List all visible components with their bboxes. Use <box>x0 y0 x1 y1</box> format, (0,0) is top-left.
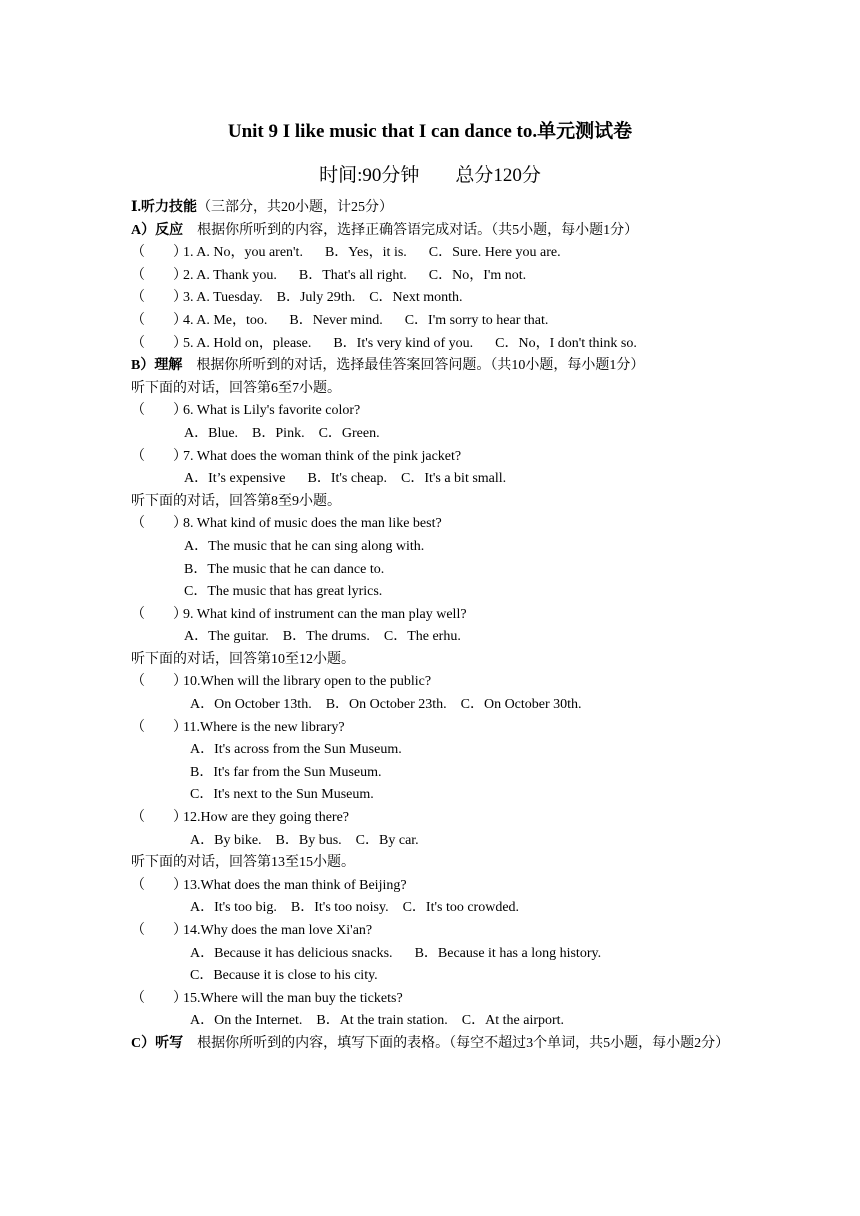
page-title: Unit 9 I like music that I can dance to.单元测试卷 <box>227 121 633 142</box>
option-8b: B．The music that he can dance to. <box>184 561 385 577</box>
options-14ab: A．Because it has delicious snacks. B．Because it has a long history. <box>190 945 602 961</box>
answer-blank[interactable]: （ ） <box>131 606 187 622</box>
answer-blank[interactable]: （ ） <box>131 923 187 938</box>
dialogue-intro: 听下面的对话，回答第8至9小题。 <box>131 493 341 509</box>
answer-blank[interactable]: （ ） <box>131 719 187 735</box>
question-10: （ ）10.When will the library open to the public? <box>131 671 741 694</box>
option-8a: A．The music that he can sing along with. <box>184 538 425 554</box>
part-a-heading: A）反应 根据你所听到的内容，选择正确答语完成对话。（共5小题，每小题1分） <box>131 222 639 238</box>
option-14c: C．Because it is close to his city. <box>190 968 378 984</box>
answer-blank[interactable]: （ ） <box>131 290 187 306</box>
options-9: A．The guitar. B．The drums. C．The erhu. <box>184 629 461 645</box>
options-13: A．It's too big. B．It's too noisy. C．It's too crowded. <box>190 900 520 916</box>
question-7: （ ）7. What does the woman think of the pink jacket? <box>131 446 741 469</box>
question-14: （ ）14.Why does the man love Xi'an? <box>131 920 741 943</box>
answer-blank[interactable]: （ ） <box>131 990 187 1006</box>
options-12: A．By bike. B．By bus. C．By car. <box>190 832 419 848</box>
question-13: （ ）13.What does the man think of Beijing? <box>131 875 741 898</box>
section-heading: Ⅰ.听力技能（三部分，共20小题，计25分） <box>131 200 394 215</box>
answer-blank[interactable]: （ ） <box>131 810 187 826</box>
option-11c: C．It's next to the Sun Museum. <box>190 787 374 803</box>
options-6: A．Blue. B．Pink. C．Green. <box>184 425 380 441</box>
option-11b: B．It's far from the Sun Museum. <box>190 764 382 780</box>
part-c-heading: C）听写 根据你所听到的内容，填写下面的表格。（每空不超过3个单词，共5小题，每小题2分） <box>131 1035 730 1051</box>
options-10: A．On October 13th. B．On October 23th. C．On October 30th. <box>190 697 582 713</box>
options-15: A．On the Internet. B．At the train station. C．At the airport. <box>190 1013 565 1029</box>
dialogue-intro: 听下面的对话，回答第13至15小题。 <box>131 855 355 871</box>
question-15: （ ）15.Where will the man buy the tickets? <box>131 988 741 1011</box>
answer-blank[interactable]: （ ） <box>131 877 187 893</box>
option-8c: C．The music that has great lyrics. <box>184 584 383 600</box>
option-11a: A．It's across from the Sun Museum. <box>190 742 402 758</box>
answer-blank[interactable]: （ ） <box>131 267 187 283</box>
time-limit: 时间:90分钟 <box>319 165 420 186</box>
question-11: （ ）11.Where is the new library? <box>131 717 741 740</box>
question-9: （ ）9. What kind of instrument can the man play well? <box>131 604 741 627</box>
answer-blank[interactable]: （ ） <box>131 245 187 261</box>
answer-blank[interactable]: （ ） <box>131 312 187 328</box>
exam-content <box>131 197 741 1056</box>
exam-meta <box>0 160 860 187</box>
answer-blank[interactable]: （ ） <box>131 516 187 532</box>
total-score: 总分120分 <box>455 165 541 186</box>
question-1: （ ）1. A. No，you aren't. B．Yes，it is. C．Sure. Here you are. <box>131 242 741 265</box>
question-6: （ ）6. What is Lily's favorite color? <box>131 400 741 423</box>
question-12: （ ）12.How are they going there? <box>131 807 741 830</box>
dialogue-intro: 听下面的对话，回答第10至12小题。 <box>131 651 355 667</box>
part-b-heading: B）理解 根据你所听到的对话，选择最佳答案回答问题。（共10小题，每小题1分） <box>131 358 645 374</box>
question-2: （ ）2. A. Thank you. B．That's all right. C．No，I'm not. <box>131 265 741 288</box>
answer-blank[interactable]: （ ） <box>131 448 187 464</box>
question-5: （ ）5. A. Hold on，please. B．It's very kind of you. C．No，I don't think so. <box>131 333 741 356</box>
answer-blank[interactable]: （ ） <box>131 335 187 351</box>
answer-blank[interactable]: （ ） <box>131 674 187 690</box>
question-4: （ ）4. A. Me，too. B．Never mind. C．I'm sorry to hear that. <box>131 310 741 333</box>
options-7: A．It’s expensive B．It's cheap. C．It's a bit small. <box>184 471 507 487</box>
question-3: （ ）3. A. Tuesday. B．July 29th. C．Next month. <box>131 287 741 310</box>
dialogue-intro: 听下面的对话，回答第6至7小题。 <box>131 380 341 396</box>
answer-blank[interactable]: （ ） <box>131 403 187 419</box>
question-8: （ ）8. What kind of music does the man like best? <box>131 513 741 536</box>
